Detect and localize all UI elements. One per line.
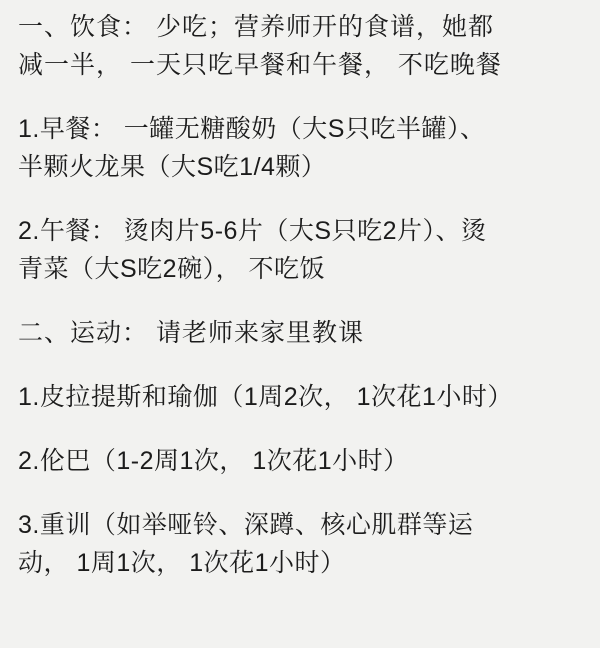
diet-item-lunch	[18, 212, 582, 288]
text-line: 动， 1周1次， 1次花1小时）	[18, 549, 346, 577]
text-line: 减一半， 一天只吃早餐和午餐， 不吃晚餐	[18, 51, 502, 79]
text-line: 青菜（大S吃2碗）， 不吃饭	[18, 255, 326, 283]
exercise-item-strength	[18, 506, 582, 582]
exercise-item-pilates-yoga	[18, 378, 582, 416]
text-line: 半颗火龙果（大S吃1/4颗）	[18, 153, 327, 181]
text-line: 2.午餐： 烫肉片5-6片（大S只吃2片）、烫	[18, 217, 487, 245]
text-line: 1.早餐： 一罐无糖酸奶（大S只吃半罐）、	[18, 115, 486, 143]
text-line: 1.皮拉提斯和瑜伽（1周2次， 1次花1小时）	[18, 383, 513, 411]
section-exercise-heading	[18, 314, 582, 352]
text-line: 二、运动： 请老师来家里教课	[18, 319, 364, 347]
section-diet-heading	[18, 8, 582, 84]
text-line: 2.伦巴（1-2周1次， 1次花1小时）	[18, 447, 409, 475]
exercise-item-rumba	[18, 442, 582, 480]
text-line: 3.重训（如举哑铃、深蹲、核心肌群等运	[18, 511, 474, 539]
text-line: 一、饮食： 少吃；营养师开的食谱，她都	[18, 13, 494, 41]
diet-item-breakfast	[18, 110, 582, 186]
